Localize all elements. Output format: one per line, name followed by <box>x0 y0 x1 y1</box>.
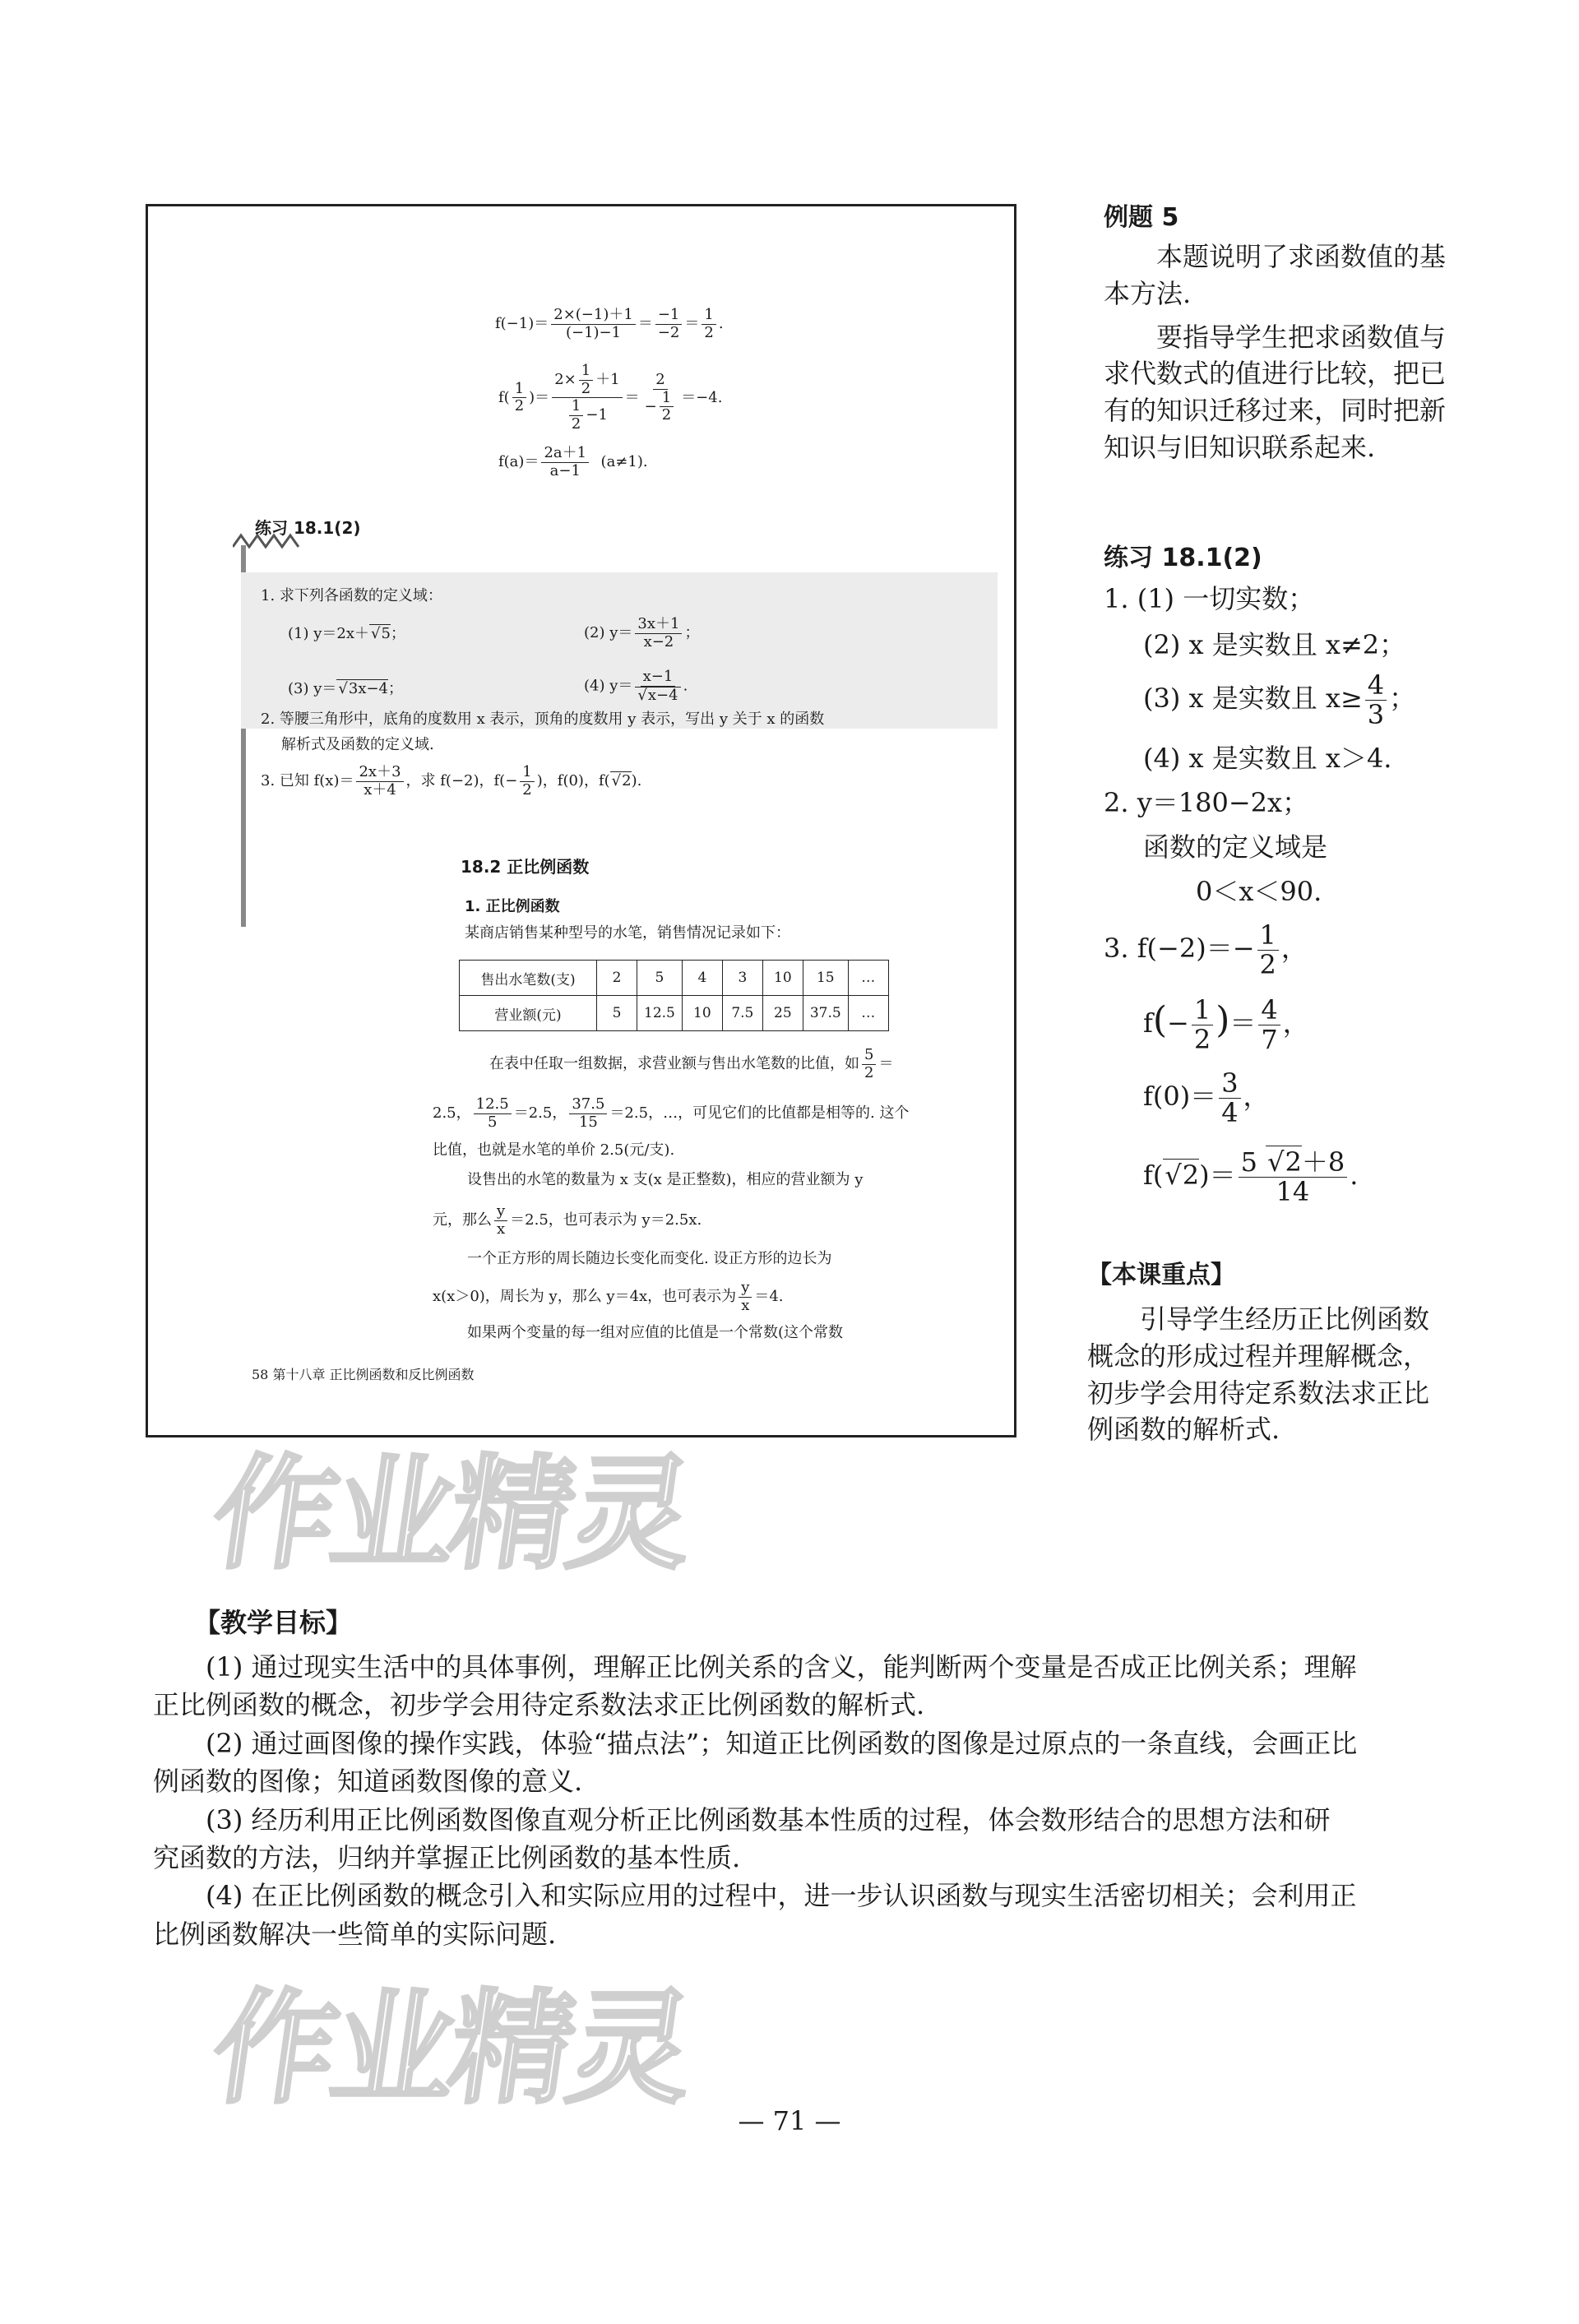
denominator: 5 <box>487 1113 498 1131</box>
exercise-title: 练习 18.1(2) <box>255 518 361 538</box>
text-line: 知识与旧知识联系起来. <box>1104 431 1376 463</box>
answer-text: ； <box>1389 683 1416 715</box>
answer-text: )＝ <box>1199 1160 1236 1192</box>
section-title: 18.2 正比例函数 <box>461 857 590 877</box>
denominator: x <box>741 1296 750 1314</box>
section-intro: 某商店销售某种型号的水笔，销售情况记录如下： <box>465 924 790 942</box>
denominator: 2 <box>864 1063 874 1081</box>
square-root: √ 5 <box>369 624 391 642</box>
answers-title: 练习 18.1(2) <box>1104 544 1262 572</box>
numerator <box>552 363 622 398</box>
inner-page-footer: 58 第十八章 正比例函数和反比例函数 <box>252 1367 475 1382</box>
section-paragraph-1 <box>489 1047 893 1081</box>
text-line: 有的知识迁移过来，同时把新 <box>1104 395 1447 427</box>
fraction <box>569 1096 607 1131</box>
numerator: 1 <box>569 398 583 416</box>
denominator: 3 <box>1367 699 1385 731</box>
objectives-title: 【教学目标】 <box>194 1607 353 1638</box>
exercise-q3: 3. 已知 f(x)＝ $\frac{2x+3}{x+4}$ ，求 f(−2)，f(− $\frac{1}{2}$ )，f(0)，f(√ 2). <box>261 764 641 799</box>
table-row <box>460 996 889 1031</box>
answer-text: . <box>1350 1160 1359 1192</box>
page-number: — 71 — <box>738 2105 841 2137</box>
answer-3-3 <box>1143 1069 1270 1127</box>
answer-1-3 <box>1143 671 1415 729</box>
numerator: 2 <box>653 372 667 390</box>
denominator: 2 <box>661 406 672 424</box>
objective-line: 例函数的图像；知道函数图像的意义. <box>153 1766 583 1798</box>
text-line: 引导学生经历正比例函数 <box>1140 1303 1430 1335</box>
objectives-body <box>153 1648 1436 1953</box>
numerator: 1 <box>512 381 526 399</box>
pen-sales-table <box>459 960 889 1031</box>
section-paragraph-7 <box>433 1280 784 1314</box>
numerator: 2x＋3 <box>356 764 403 782</box>
table-cell: 25 <box>762 996 803 1031</box>
table-cell: 37.5 <box>803 996 848 1031</box>
fraction <box>635 669 680 704</box>
answer-3-4 <box>1143 1148 1358 1206</box>
fraction <box>1365 671 1387 729</box>
compound-fraction <box>642 372 679 424</box>
denominator: 2 <box>581 379 591 397</box>
fraction <box>702 307 715 341</box>
numerator: 3 <box>1219 1069 1240 1099</box>
table-row-header: 营业额(元) <box>460 996 597 1031</box>
denominator: 14 <box>1276 1176 1310 1208</box>
fraction <box>1258 993 1280 1055</box>
section-paragraph-3: 比值，也就是水笔的单价 2.5(元/支). <box>433 1141 675 1159</box>
table-cell: 12.5 <box>637 996 683 1031</box>
answer-text: ＝ <box>1229 1007 1257 1039</box>
example-text <box>1104 238 1446 466</box>
text-line: 本方法. <box>1104 277 1192 309</box>
text-line: 要指导学生把求函数值与 <box>1156 321 1447 353</box>
numerator: 1 <box>702 307 715 325</box>
embedded-textbook-page <box>146 204 1016 1437</box>
eval-line-1: f(−1)＝ $\frac{2\times(-1)+1}{(-1)-1}$ ＝ $\frac{-1}{-2}$ ＝ $\frac{1}{2}$ . <box>495 306 724 341</box>
numerator: 1 <box>520 764 534 782</box>
eval-text: ＝−4. <box>681 388 723 406</box>
denominator: 2 <box>571 415 581 433</box>
numerator: 1 <box>660 390 674 408</box>
fraction <box>739 1280 752 1314</box>
numerator: 4 <box>1365 671 1387 701</box>
denominator: 15 <box>578 1113 598 1131</box>
eval-text: (a≠1). <box>600 453 648 471</box>
answer-text: 5 <box>1240 1146 1266 1178</box>
exercise-q2-line2: 解析式及函数的定义域. <box>281 736 434 753</box>
table-cell: 3 <box>722 961 762 996</box>
denominator: x−2 <box>643 632 674 650</box>
eval-text: x(x＞0)，周长为 y，那么 y＝4x，也可表示为 <box>433 1288 737 1306</box>
numerator: 4 <box>1258 996 1280 1025</box>
answer-3-1 <box>1104 921 1308 979</box>
numerator: x−1 <box>641 669 676 687</box>
square-root: √ 3x−4 <box>336 679 388 697</box>
eval-text: − <box>644 397 657 415</box>
eval-text: 2.5， <box>433 1104 471 1123</box>
fraction <box>520 764 534 799</box>
numerator: y <box>739 1280 752 1298</box>
eval-text: . <box>683 677 688 695</box>
fraction <box>660 390 674 424</box>
fraction <box>579 363 593 397</box>
objective-line: (2) 通过画图像的操作实践，体验“描点法”；知道正比例函数的图像是过原点的一条直线，会画正比 <box>206 1727 1358 1759</box>
exercise-q2-line1: 2. 等腰三角形中，底角的度数用 x 表示，顶角的度数用 y 表示，写出 y 关于 x 的函数 <box>261 711 825 728</box>
objective-line: (3) 经历利用正比例函数图像直观分析正比例函数基本性质的过程，体会数形结合的思想方法和研 <box>206 1803 1331 1836</box>
section-paragraph-4: 设售出的水笔的数量为 x 支(x 是正整数)，相应的营业额为 y <box>467 1171 864 1188</box>
compound-fraction <box>552 363 622 433</box>
square-root: √ 2 <box>1266 1146 1302 1178</box>
section-paragraph-6: 一个正方形的周长随边长变化而变化. 设正方形的边长为 <box>467 1250 832 1267</box>
denominator: 2 <box>522 780 532 799</box>
exercise-q1-2 <box>584 616 699 650</box>
eval-text: 在表中任取一组数据，求营业额与售出水笔数的比值，如 <box>489 1055 859 1073</box>
eval-text: ； <box>390 625 405 642</box>
answer-1-2: (2) x 是实数且 x≠2； <box>1143 629 1406 660</box>
text-line: 初步学会用待定系数法求正比 <box>1087 1377 1430 1409</box>
exercise-q1-4 <box>584 669 688 704</box>
denominator: 2 <box>1193 1024 1211 1055</box>
denominator: −2 <box>657 323 680 341</box>
eval-text: − <box>505 772 518 790</box>
eval-text: 元，那么 <box>433 1211 492 1229</box>
denominator: x＋4 <box>363 780 396 799</box>
fraction <box>655 307 683 341</box>
numerator: 5 <box>862 1047 876 1065</box>
fraction <box>1239 1148 1348 1206</box>
objective-line: (4) 在正比例函数的概念引入和实际应用的过程中，进一步认识函数与现实生活密切相关；会利用正 <box>206 1880 1357 1912</box>
example-title: 例题 5 <box>1104 203 1179 232</box>
table-cell: 4 <box>682 961 722 996</box>
watermark-logo: 作业精灵 <box>203 1443 698 1586</box>
answer-text: (3) x 是实数且 x≥ <box>1143 683 1363 715</box>
numerator: −1 <box>655 307 683 325</box>
text-line: 求代数式的值进行比较，把已 <box>1104 358 1447 390</box>
denominator <box>564 398 610 433</box>
eval-text: (3) y＝ <box>288 680 337 697</box>
fraction <box>1219 1069 1240 1127</box>
eval-line-3 <box>498 445 648 479</box>
eval-text: ＋1 <box>595 371 620 389</box>
eval-text: ). <box>631 772 642 790</box>
answer-1-1: 1. (1) 一切实数； <box>1104 583 1315 614</box>
text-line: 概念的形成过程并理解概念， <box>1087 1340 1430 1372</box>
fraction <box>494 1203 507 1238</box>
denominator: 2 <box>1259 949 1276 981</box>
section-paragraph-2 <box>433 1096 910 1131</box>
table-cell: 5 <box>637 961 683 996</box>
eval-text: f(−1)＝ <box>495 315 549 333</box>
fraction <box>862 1047 876 1081</box>
objective-line: 究函数的方法，归纳并掌握正比例函数的基本性质. <box>153 1841 741 1873</box>
objective-line: 正比例函数的概念，初步学会用待定系数法求正比例函数的解析式. <box>153 1689 925 1721</box>
answer-text: ， <box>1243 1081 1270 1113</box>
eval-text: ＝2.5， <box>513 1104 567 1123</box>
denominator: a−1 <box>549 461 581 479</box>
numerator: 1 <box>579 363 593 381</box>
section-paragraph-5 <box>433 1203 702 1238</box>
table-cell: … <box>848 961 888 996</box>
eval-text: (1) y＝2x＋ <box>288 625 369 642</box>
numerator: 2a＋1 <box>541 445 589 463</box>
numerator: 3x＋1 <box>635 616 682 634</box>
fraction <box>474 1096 512 1131</box>
table-cell: 5 <box>597 996 637 1031</box>
fraction <box>551 307 636 341</box>
answer-1-4: (4) x 是实数且 x＞4. <box>1143 743 1392 774</box>
table-cell: 10 <box>762 961 803 996</box>
eval-text: ； <box>388 680 404 697</box>
section-paragraph-8: 如果两个变量的每一组对应值的比值是一个常数(这个常数 <box>467 1324 844 1341</box>
square-root: √ 2 <box>610 771 632 789</box>
square-root: √ 2 <box>1163 1159 1199 1191</box>
answer-text: ， <box>1280 933 1308 965</box>
objective-line: 比例函数解决一些简单的实际问题. <box>153 1918 557 1950</box>
focus-title: 【本课重点】 <box>1087 1261 1235 1289</box>
answer-text: f <box>1143 1007 1153 1039</box>
fraction <box>1257 921 1279 979</box>
numerator: 37.5 <box>569 1096 607 1114</box>
eval-text: ＝4. <box>754 1288 784 1306</box>
text-line: 本题说明了求函数值的基 <box>1156 241 1447 272</box>
focus-text <box>1087 1301 1429 1448</box>
exercise-q1: 1. 求下列各函数的定义域： <box>261 587 442 604</box>
numerator: 12.5 <box>474 1096 512 1114</box>
answer-text: f( <box>1143 1160 1164 1192</box>
answer-text: f(0)＝ <box>1143 1081 1217 1113</box>
denominator <box>642 390 679 424</box>
numerator: 1 <box>1257 921 1279 951</box>
fraction <box>1192 993 1213 1055</box>
numerator: y <box>494 1203 507 1221</box>
fraction <box>635 616 682 650</box>
exercise-q1-1 <box>288 624 405 644</box>
text-line: 例函数的解析式. <box>1087 1414 1280 1446</box>
eval-text: f(a)＝ <box>498 453 539 471</box>
exercise-q1-3 <box>288 679 403 699</box>
eval-text: −1 <box>586 406 608 424</box>
answer-text: 3. f(−2)＝− <box>1104 933 1255 965</box>
table-row-header: 售出水笔数(支) <box>460 961 597 996</box>
denominator: 7 <box>1261 1024 1278 1055</box>
eval-text: ，f(0)，f( <box>542 772 610 790</box>
eval-text: (2) y＝ <box>584 624 633 642</box>
table-cell: 7.5 <box>722 996 762 1031</box>
eval-text: ＝ <box>878 1055 894 1073</box>
watermark-logo: 作业精灵 <box>203 1978 698 2121</box>
eval-text: ＝2.5，…，可见它们的比值都是相等的. 这个 <box>609 1104 910 1123</box>
eval-text: . <box>718 315 724 333</box>
denominator: √ x−4 <box>635 687 680 705</box>
eval-text: ，求 f(−2)，f <box>405 772 500 790</box>
denominator: 4 <box>1221 1097 1239 1129</box>
table-cell: 2 <box>597 961 637 996</box>
eval-text: (4) y＝ <box>584 677 633 695</box>
eval-text: ＝2.5，也可表示为 y＝2.5x. <box>510 1211 702 1229</box>
numerator: 1 <box>1192 996 1213 1025</box>
denominator: x <box>497 1220 506 1238</box>
fraction <box>512 381 526 415</box>
table-cell: 15 <box>803 961 848 996</box>
answer-text: ＋8 <box>1301 1146 1345 1178</box>
fraction <box>569 398 583 433</box>
fraction <box>541 445 589 479</box>
table-cell: … <box>848 996 888 1031</box>
answer-text: − <box>1167 1007 1189 1039</box>
eval-line-2: f( $\frac{1}{2}$ )＝ 2× $\frac{1}{2}$ ＋1 $\frac{1}{2}$ −1 ＝ 2 − $\frac{1}{2}$ ＝−4. <box>498 362 723 433</box>
eval-text: f <box>498 388 504 406</box>
answer-3-2: f(− $\frac{1}{2}$ )＝ $\frac{4}{7}$ ， <box>1143 993 1309 1055</box>
answer-2-1: 2. y＝180−2x； <box>1104 787 1309 818</box>
subsection-title: 1. 正比例函数 <box>465 898 560 915</box>
fraction <box>356 764 403 799</box>
answer-text: ， <box>1282 1007 1309 1039</box>
table-cell: 10 <box>682 996 722 1031</box>
numerator <box>1239 1148 1348 1178</box>
denominator: 2 <box>514 397 525 415</box>
eval-text: ； <box>684 624 700 642</box>
table-row <box>460 961 889 996</box>
denominator: (−1)−1 <box>565 323 622 341</box>
answer-2-2: 函数的定义域是 <box>1143 831 1328 863</box>
eval-text: 3. 已知 f(x)＝ <box>261 772 354 790</box>
denominator: 2 <box>704 323 714 341</box>
eval-text: 2× <box>554 371 576 389</box>
numerator: 2×(−1)＋1 <box>551 307 636 325</box>
objective-line: (1) 通过现实生活中的具体事例，理解正比例关系的含义，能判断两个变量是否成正比例关系；理解 <box>206 1651 1357 1683</box>
answer-2-3: 0＜x＜90. <box>1196 876 1322 907</box>
